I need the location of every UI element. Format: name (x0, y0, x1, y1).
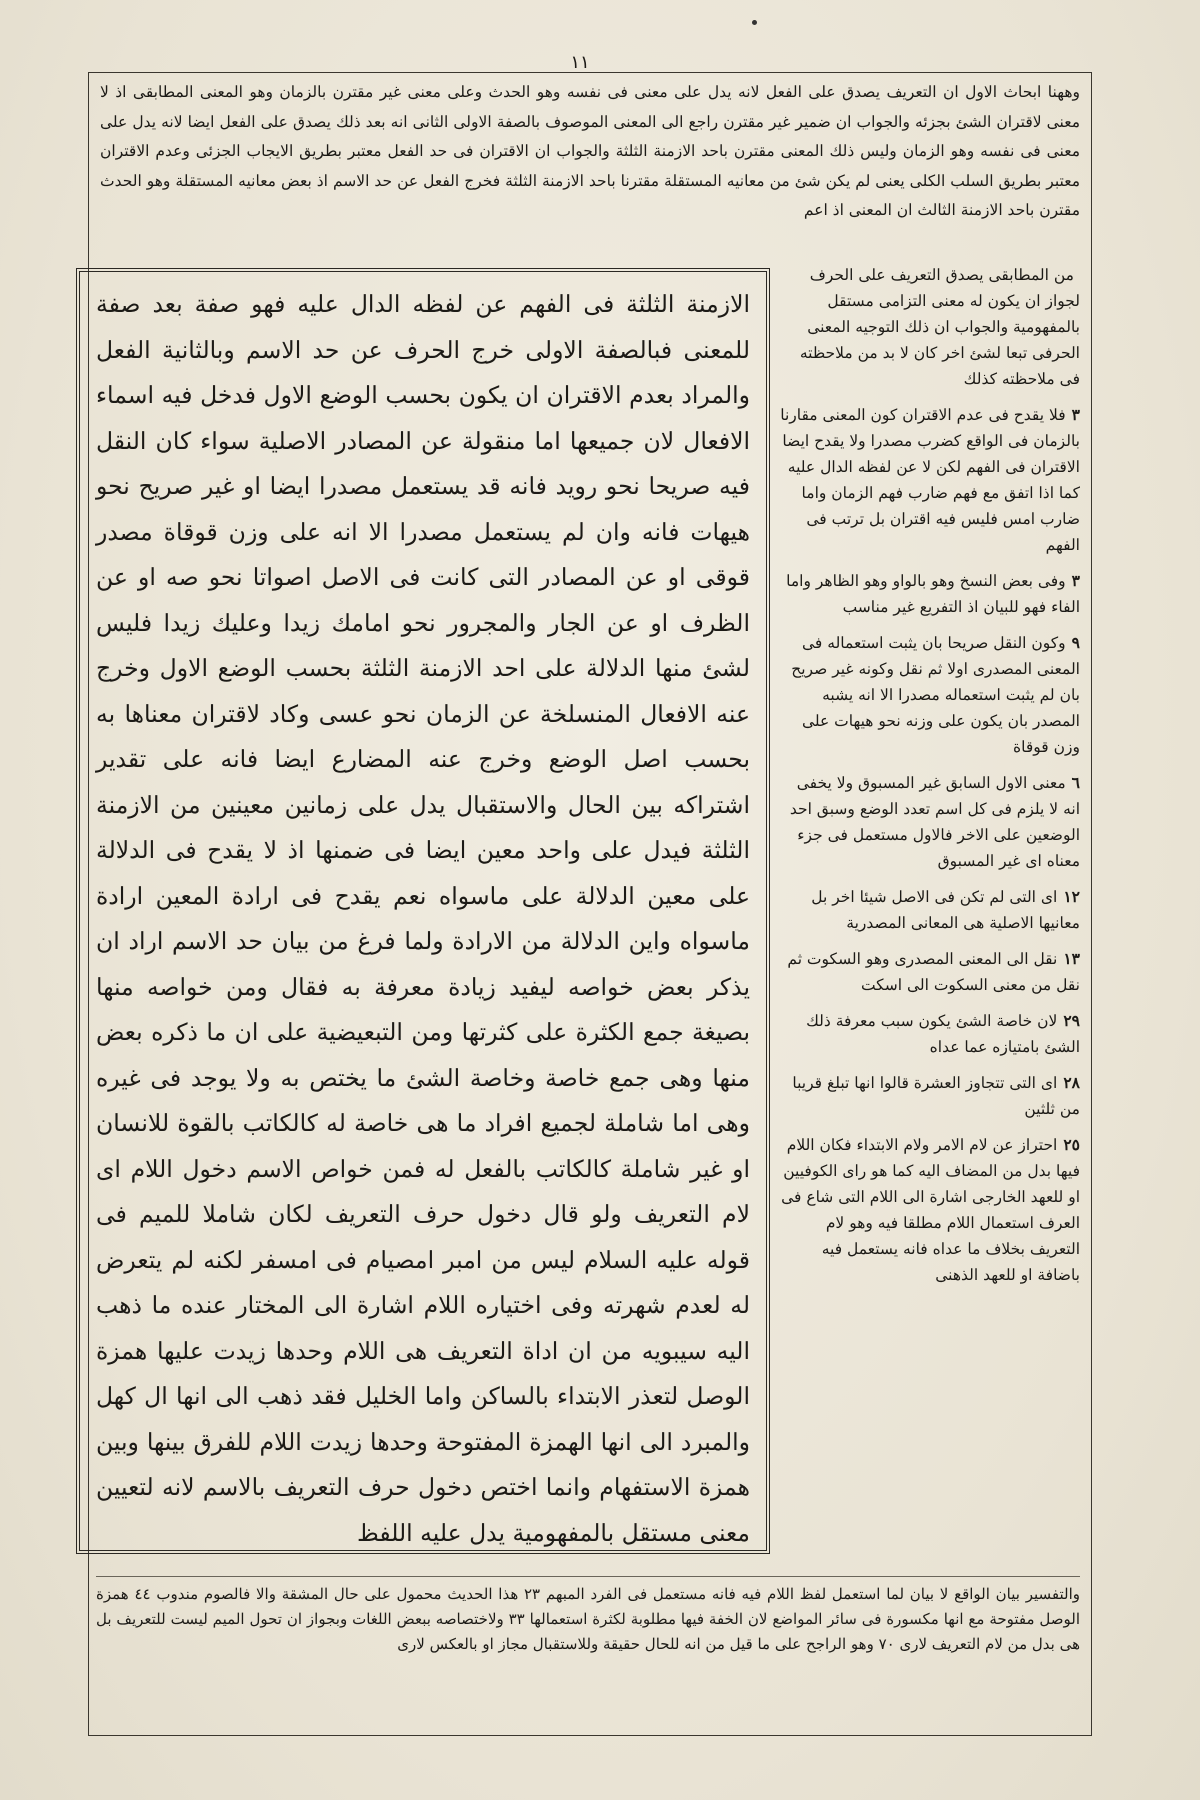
side-note (780, 770, 1080, 874)
side-note (780, 1008, 1080, 1060)
side-note (780, 630, 1080, 760)
side-note-text: من المطابقى يصدق التعريف على الحرف لجواز ان يكون له معنى التزامى مستقل بالمفهومية والجواب ان ذلك التوجيه المعنى الحرفى تبعا لشئ اخر كان لا بد من ملاحظته فى ملاحظته كذلك (799, 266, 1080, 388)
main-text-paragraph: الازمنة الثلثة فى الفهم عن لفظه الدال عليه فهو صفة بعد صفة للمعنى فبالصفة الاولى خرج الحرف عن حد الاسم وبالثانية الفعل والمراد بعدم الاقتران ان يكون بحسب الوضع الاول فدخل فيه اسماء الافعال لان جميعها اما منقولة عن المصادر الاصلية سواء كان النقل فيه صريحا نحو رويد فانه قد يستعمل مصدرا ايضا او غير صريح نحو هيهات فانه وان لم يستعمل مصدرا الا انه على وزن قوقاة مصدر قوقى او عن المصادر التى كانت فى الاصل اصواتا نحو صه او عن الظرف او عن الجار والمجرور نحو امامك زيدا وعليك زيدا فليس لشئ منها الدلالة على احد الازمنة الثلثة بحسب الوضع الاول وخرج عنه الافعال المنسلخة عن الزمان نحو عسى وكاد لاقتران معناها به بحسب اصل الوضع وخرج عنه المضارع ايضا فانه على تقدير اشتراكه بين الحال والاستقبال يدل على زمانين معينين من الازمنة الثلثة فيدل على واحد معين ايضا فى ضمنها اذ لا يقدح فى الدلالة على معين الدلالة على ماسواه نعم يقدح فى ارادة المعين ارادة ماسواه واين الدلالة من الارادة ولما فرغ من بيان حد الاسم اراد ان يذكر بعض خواصه ليفيد زيادة معرفة به فقال ومن خواصه منها بصيغة جمع الكثرة على كثرتها ومن التبعيضية على ان ما ذكره بعض منها وهى جمع خاصة وخاصة الشئ ما يختص به ولا يوجد فى غيره وهى اما شاملة لجميع افراد ما هى خاصة له كالكاتب بالقوة للانسان او غير شاملة كالكاتب بالفعل له فمن خواص الاسم دخول اللام اى لام التعريف ولو قال دخول حرف التعريف لكان شاملا للميم فى قوله عليه السلام ليس من امبر امصيام فى امسفر لكنه لم يتعرض له لعدم شهرته وفى اختياره اللام اشارة الى المختار عنده ما ذهب اليه سيبويه من ان اداة التعريف هى اللام وحدها زيدت عليها همزة الوصل لتعذر الابتداء بالساكن واما الخليل فقد ذهب الى انها ال كهل والمبرد الى انها الهمزة المفتوحة وحدها زيدت اللام للفرق بينها وبين همزة الاستفهام وانما اختص دخول حرف التعريف بالاسم لانه لتعيين معنى مستقل بالمفهومية يدل عليه اللفظ (96, 290, 751, 1547)
side-note (780, 262, 1080, 392)
side-note (780, 402, 1080, 558)
side-note-text: وفى بعض النسخ وهو بالواو وهو الظاهر واما الفاء فهو للبيان اذ التفريع غير مناسب (786, 572, 1080, 616)
side-note-text: اى التى لم تكن فى الاصل شيئا اخر بل معانيها الاصلية هى المعانى المصدرية (811, 888, 1080, 932)
side-note-text: احتراز عن لام الامر ولام الابتداء فكان اللام فيها بدل من المضاف اليه كما هو راى الكوفيين او للعهد الخارجى اشارة الى اللام التى شاع فى العرف استعمال اللام مطلقا فيه وهو لام التعريف بخلاف ما عداه فانه يستعمل فيه باضافة او للعهد الذهنى (781, 1136, 1080, 1284)
side-note-text: لان خاصة الشئ يكون سبب معرفة ذلك الشئ بامتيازه عما عداه (806, 1012, 1080, 1056)
side-note-text: نقل الى المعنى المصدرى وهو السكوت ثم نقل من معنى السكوت الى اسكت (787, 950, 1080, 994)
top-gloss (100, 78, 1080, 254)
side-note-number: ٢٩ (1063, 1011, 1080, 1030)
top-gloss-text: وههنا ابحاث الاول ان التعريف يصدق على الفعل لانه يدل على معنى فى نفسه وهو الحدث وعلى معنى غير مقترن بالزمان وهو المعنى المطابقى اذ لا معنى لاقتران الشئ بجزئه والجواب ان ضمير غير مقترن راجع الى المعنى الموصوف بالصفة الاولى الثانى انه بعد ذلك يصدق على الفعل ايضا لانه يدل على معنى فى نفسه وهو الزمان وليس ذلك المعنى مقترن باحد الازمنة الثلثة والجواب ان الاقتران فى حد الفعل معتبر بطريق الايجاب الجزئى وعدم الاقتران معتبر بطريق السلب الكلى يعنى لم يكن شئ من معانيه المستقلة مقترنا باحد الازمنة الثلثة فخرج الفعل عن حد الاسم اذ بعض معانيه المستقلة وهو الحدث مقترن باحد الازمنة الثالث ان المعنى اذ اعم (100, 83, 1080, 219)
side-note (780, 946, 1080, 998)
side-note-text: معنى الاول السابق غير المسبوق ولا يخفى انه لا يلزم فى كل اسم تعدد الوضع وسبق احد الوضعين على الاخر فالاول مستعمل فى جزء معناه اى غير المسبوق (789, 774, 1080, 870)
side-note (780, 1070, 1080, 1122)
side-note-number: ٣ (1071, 405, 1080, 424)
ink-dot (752, 20, 757, 25)
side-note (780, 568, 1080, 620)
side-note-number: ٩ (1071, 633, 1080, 652)
side-note (780, 1132, 1080, 1288)
side-note-number: ١٢ (1063, 887, 1080, 906)
page-number: ١١ (570, 52, 590, 73)
side-note-number: ٢٨ (1063, 1073, 1080, 1092)
side-note-text: وكون النقل صريحا بان يثبت استعماله فى المعنى المصدرى اولا ثم نقل وكونه غير صريح بان لم يثبت استعماله مصدرا الا انه يشبه المصدر بان يكون على وزنه نحو هيهات على وزن قوقاة (791, 634, 1080, 756)
side-note-number: ٦ (1071, 773, 1080, 792)
side-note-text: فلا يقدح فى عدم الاقتران كون المعنى مقارنا بالزمان فى الواقع كضرب مصدرا ولا يقدح ايضا الاقتران فى الفهم لكن لا عن لفظه الدال عليه كما اذا اتفق مع فهم ضارب فهم الزمان واما ضارب امس فليس فيه اقتران بل ترتب فى الفهم (780, 406, 1080, 554)
footnote-divider (96, 1576, 1080, 1577)
side-note-number: ١٣ (1063, 949, 1080, 968)
side-note-number: ٣ (1071, 571, 1080, 590)
side-note (780, 884, 1080, 936)
side-note-text: اى التى تتجاوز العشرة قالوا انها تبلغ قريبا من ثلثين (792, 1074, 1080, 1118)
bottom-gloss (96, 1582, 1080, 1722)
side-note-number: ٢٥ (1063, 1135, 1080, 1154)
main-text-box (76, 268, 770, 1554)
bottom-gloss-text: والتفسير بيان الواقع لا بيان لما استعمل لفظ اللام فيه فانه مستعمل فى الفرد المبهم ٢٣ هذا الحديث محمول على حال المشقة والا فالصوم مندوب ٤٤ همزة الوصل مفتوحة مع انها مكسورة فى سائر المواضع لان الخفة فيها مطلوبة لكثرة استعمالها ٣٣ ولاختصاصه ببعض اللغات وبجواز ان تحول الميم ليست للتعريف بل هى بدل من لام التعريف لارى ٧٠ وهو الراجح على ما قيل من انه للحال حقيقة وللاستقبال مجاز او بالعكس لارى (96, 1585, 1081, 1653)
side-gloss-column (780, 262, 1080, 1582)
